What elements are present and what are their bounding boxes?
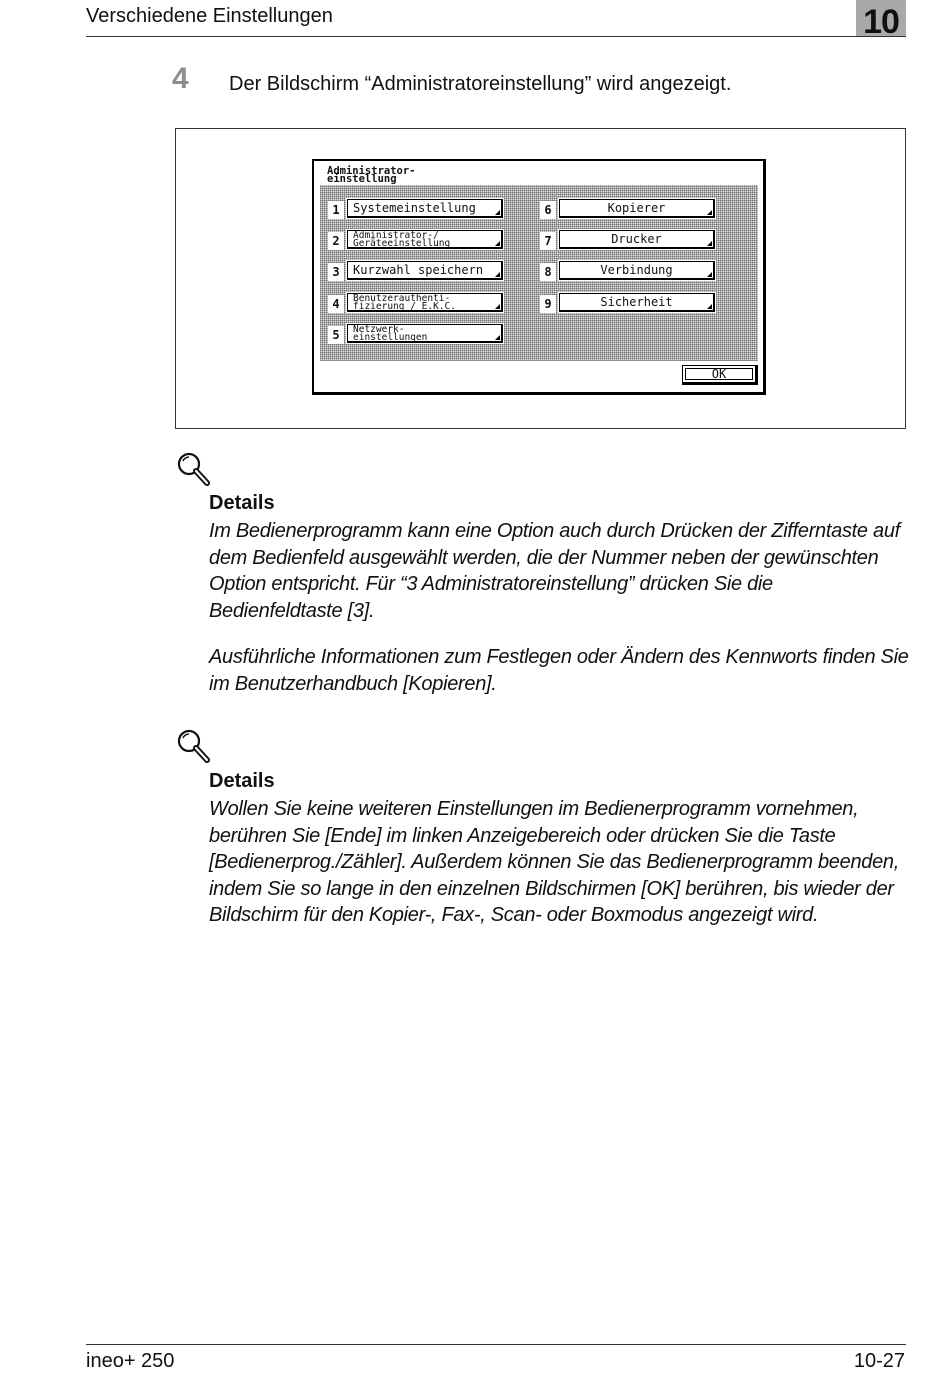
screen-title: Administrator- einstellung [327, 165, 416, 185]
option-number: 5 [328, 326, 344, 344]
details-paragraph: Im Bedienerprogramm kann eine Option auch durch Drücken der Zifferntaste auf dem Bedienfeld ausgewählt werden, die der Nummer neben der gewünschten Option entspricht. Für “3 Administratoreinstellung” drücken Sie die Bedienfeldtaste [3]. [209, 520, 900, 622]
step-number: 4 [172, 62, 189, 95]
option-number: 2 [328, 232, 344, 250]
option-number: 1 [328, 201, 344, 219]
system-settings-button[interactable]: Systemeinstellung [347, 199, 503, 218]
network-settings-button[interactable]: Netzwerk- einstellungen [347, 324, 503, 343]
details-heading: Details [209, 770, 275, 792]
printer-button[interactable]: Drucker [559, 230, 715, 249]
option-number: 4 [328, 295, 344, 313]
copier-button[interactable]: Kopierer [559, 199, 715, 218]
details-paragraph: Ausführliche Informationen zum Festlegen oder Ändern des Kennworts finden Sie im Benutzerhandbuch [Kopieren]. [209, 646, 909, 695]
administrator-settings-screen [312, 159, 766, 395]
footer-product-name: ineo+ 250 [86, 1350, 175, 1372]
option-number: 7 [540, 232, 556, 250]
ok-button-label: OK [711, 367, 727, 381]
step-instruction: Der Bildschirm “Administratoreinstellung” wird angezeigt. [229, 73, 732, 95]
option-number: 9 [540, 295, 556, 313]
running-header-title: Verschiedene Einstellungen [86, 5, 333, 27]
options-panel [320, 185, 758, 361]
security-button[interactable]: Sicherheit [559, 293, 715, 312]
footer-page-number: 10-27 [853, 1350, 905, 1372]
footer-divider [86, 1344, 906, 1345]
admin-device-settings-button[interactable]: Administrator-/ Geräteeinstellung [347, 230, 503, 249]
ok-button[interactable] [682, 365, 758, 385]
store-speed-dial-button[interactable]: Kurzwahl speichern [347, 261, 503, 280]
option-number: 3 [328, 263, 344, 281]
header-divider [86, 36, 906, 37]
option-number: 6 [540, 201, 556, 219]
user-authentication-button[interactable]: Benutzerauthenti- fizierung / E.K.C. [347, 293, 503, 312]
chapter-number-tab: 10 [856, 0, 906, 36]
magnifier-icon [174, 727, 214, 767]
details-heading: Details [209, 492, 275, 514]
option-number: 8 [540, 263, 556, 281]
magnifier-icon [174, 450, 214, 490]
screenshot-frame [175, 128, 906, 429]
details-paragraph: Wollen Sie keine weiteren Einstellungen im Bedienerprogramm vornehmen, berühren Sie [Ende] im linken Anzeigebereich oder drücken Sie die Taste [Bedienerprog./Zähler]. Außerdem können Sie das Bedienerprogramm beenden, indem Sie so lange in den einzelnen Bildschirmen [OK] berühren, bis wieder der Bildschirm für den Kopier-, Fax-, Scan- oder Boxmodus angezeigt wird. [209, 798, 900, 926]
connection-button[interactable]: Verbindung [559, 261, 715, 280]
